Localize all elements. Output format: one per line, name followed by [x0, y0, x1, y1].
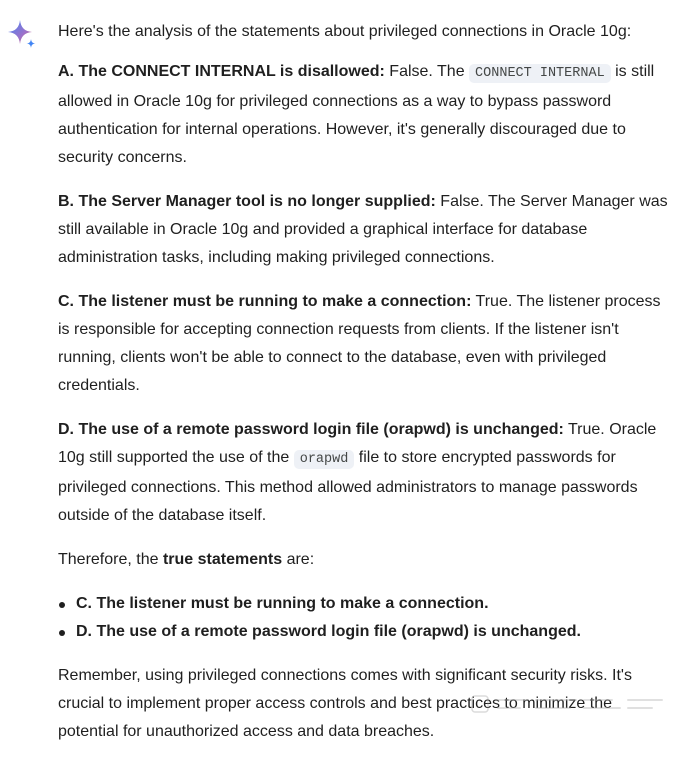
statement-b [58, 188, 672, 272]
answer-list-item-c: C. The listener must be running to make a connection. [58, 590, 672, 618]
statement-a-verdict: False. The [389, 63, 465, 80]
statement-a-title: A. The CONNECT INTERNAL is disallowed: [58, 63, 385, 80]
answer-list [58, 590, 672, 646]
closing-paragraph: Remember, using privileged connections comes with significant security risks. It's crucial to implement proper access controls and best practices to minimize the potential for unauthorized access and data breaches. [58, 667, 632, 740]
statement-a-code: CONNECT INTERNAL [469, 64, 611, 83]
statement-a [58, 58, 672, 172]
statement-c-explanation: True. The listener process is responsible for accepting connection requests from clients. If the listener isn't running, clients won't be able to connect to the database, even with privileged credentials. [58, 293, 661, 394]
statement-d-verdict: True. Oracle 10g still supported the use of the [58, 421, 657, 466]
gemini-sparkle-icon [6, 18, 38, 50]
statement-c [58, 288, 672, 400]
statement-a-explanation: is still allowed in Oracle 10g for privileged connections as a way to bypass password authentication for internal operations. However, it's generally discouraged due to security concerns. [58, 63, 655, 166]
response-intro: Here's the analysis of the statements about privileged connections in Oracle 10g: [58, 23, 632, 40]
answer-list-item-d: D. The use of a remote password login file (orapwd) is unchanged. [58, 618, 672, 646]
statement-d [58, 416, 672, 530]
conclusion [58, 546, 672, 574]
statement-d-title: D. The use of a remote password login file (orapwd) is unchanged: [58, 421, 564, 438]
statement-b-title: B. The Server Manager tool is no longer supplied: [58, 193, 436, 210]
statement-d-code: orapwd [294, 450, 355, 469]
conclusion-bold: true statements [162, 551, 283, 568]
assistant-response [58, 18, 672, 762]
conclusion-lead: Therefore, the [58, 551, 159, 568]
gemini-avatar [6, 18, 38, 50]
statement-d-explanation: file to store encrypted passwords for privileged connections. This method allowed administrators to manage passwords outside of the database itself. [58, 449, 638, 524]
conclusion-tail: are: [286, 551, 315, 568]
statement-b-explanation: False. The Server Manager was still available in Oracle 10g and provided a graphical interface for database administration tasks, including making privileged connections. [58, 193, 668, 266]
statement-c-title: C. The listener must be running to make a connection: [58, 293, 472, 310]
